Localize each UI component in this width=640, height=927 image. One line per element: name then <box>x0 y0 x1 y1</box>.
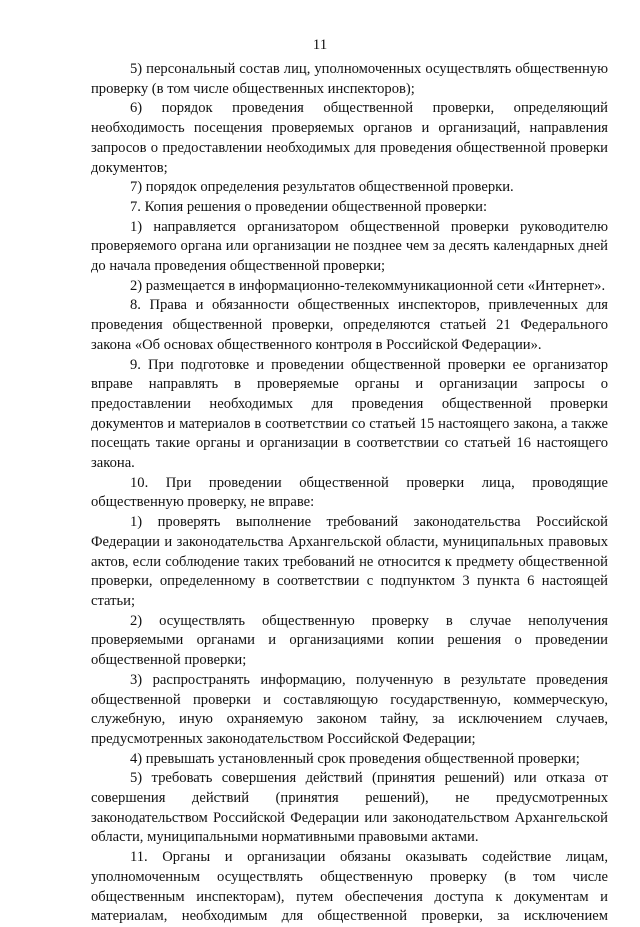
paragraph-section-10-item-4: 4) превышать установленный срок проведения общественной проверки; <box>130 750 580 767</box>
paragraph-section-8: 8. Права и обязанности общественных инспекторов, привлеченных для проведения общественной проверки, определяются статьей 21 Федерального закона «Об основах общественного контроля в Российской Федерации». <box>91 297 608 353</box>
paragraph-section-10-item-2: 2) осуществлять общественную проверку в случае неполучения проверяемыми органами и организациями копии решения о проведении общественной проверки; <box>91 612 608 669</box>
paragraph-section-11: 11. Органы и организации обязаны оказывать содействие лицам, уполномоченным осуществлять общественную проверку (в том числе общественным инспекторам), путем обеспечения доступа к документам и материалам, необходимым для общественной проверки, за исключением <box>91 849 608 925</box>
paragraph-item-7-results: 7) порядок определения результатов общественной проверки. <box>130 179 514 196</box>
paragraph-section-10-item-1: 1) проверять выполнение требований законодательства Российской Федерации и законодательства Архангельской области, муниципальных правовых актов, если соблюдение таких требований не относится к предмету общественной проверки, определенному в соответствии с подпунктом 3 пункта 6 настоящей статьи; <box>91 514 608 609</box>
paragraph-section-10-item-5: 5) требовать совершения действий (принятия решений) или отказа от совершения действий (принятия решений), не предусмотренных законодательством Российской Федерации или законодательством Архангельской области, муниципальными нормативными правовыми актами. <box>91 770 608 846</box>
paragraph-section-7-item-2: 2) размещается в информационно-телекоммуникационной сети «Интернет». <box>130 277 606 294</box>
paragraph-section-7-item-1: 1) направляется организатором общественной проверки руководителю проверяемого органа или организации не позднее чем за десять календарных дней до начала проведения общественной проверки; <box>91 218 608 275</box>
document-body <box>91 60 608 927</box>
paragraph-item-5-personnel: 5) персональный состав лиц, уполномоченных осуществлять общественную проверку (в том числе общественных инспекторов); <box>91 61 608 97</box>
paragraph-item-6-procedure: 6) порядок проведения общественной проверки, определяющий необходимость посещения проверяемых органов и организаций, направления запросов о предоставлении необходимых для проведения общественной проверки документов; <box>91 100 608 176</box>
paragraph-section-10-heading: 10. При проведении общественной проверки лица, проводящие общественную проверку, не вправе: <box>91 474 608 511</box>
paragraph-section-10-item-3: 3) распространять информацию, полученную в результате проведения общественной проверки и составляющую государственную, коммерческую, служебную, иную охраняемую законом тайну, за исключением случаев, предусмотренных законодательством Российской Федерации; <box>91 671 608 747</box>
page-number: 11 <box>312 37 328 53</box>
paragraph-section-9: 9. При подготовке и проведении общественной проверки ее организатор вправе направлять в проверяемые органы и организации запросы о предоставлении необходимых для проведения общественной проверки документов и материалов в соответствии со статьей 15 настоящего закона, а также посещать такие органы и организации в соответствии со статьей 16 настоящего закона. <box>91 356 608 472</box>
paragraph-section-7-heading: 7. Копия решения о проведении общественной проверки: <box>130 198 488 215</box>
